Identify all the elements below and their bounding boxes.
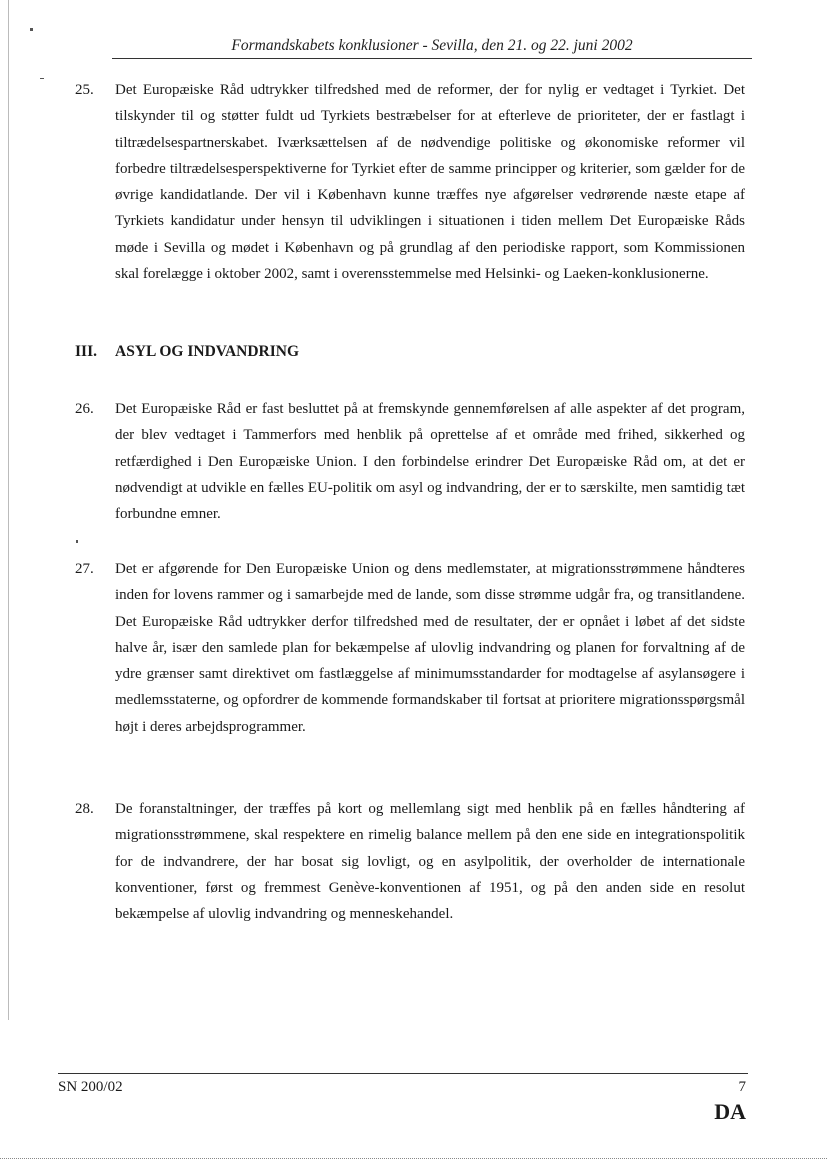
paragraph-28 bbox=[75, 796, 745, 927]
language-code: DA bbox=[714, 1099, 746, 1124]
scan-edge-line bbox=[8, 0, 9, 1020]
scan-speck bbox=[30, 28, 33, 31]
section-title: ASYL OG INDVANDRING bbox=[115, 343, 300, 360]
paragraph-number: 25. bbox=[75, 82, 94, 98]
paragraph-number: 28. bbox=[75, 801, 94, 817]
header-rule bbox=[112, 58, 752, 59]
paragraph-text: Det er afgørende for Den Europæiske Union og dens medlemstater, at migrationsstrømmene håndteres inden for lovens rammer og i samarbejde med de lande, som disse strømme udgår fra, og transitlandene. Det Europæiske Råd udtrykker derfor tilfredshed med de resultater, der er opnået i løbet af det sidste halve år, især den samlede plan for bekæmpelse af ulovlig indvandring og planen for forvaltning af de ydre grænser samt direktivet om fastlæggelse af minimumsstandarder for modtagelse af asylansøgere i medlemsstaterne, og opfordrer de kommende formandskaber til fortsat at prioritere migrationsspørgsmål højt i deres arbejdsprogrammer. bbox=[115, 561, 745, 735]
page-number: 7 bbox=[738, 1079, 746, 1095]
section-number: III. bbox=[75, 343, 97, 360]
paragraph-26 bbox=[75, 396, 745, 527]
paragraph-text: Det Europæiske Råd udtrykker tilfredshed med de reformer, der for nylig er vedtaget i Tyrkiet. Det tilskynder til og støtter fuldt ud Tyrkiets bestræbelser for at efterleve de prioriteter, der er fastlagt i tiltrædelsespartnerskabet. Iværksættelsen af de nødvendige politiske og økonomiske reformer vil forbedre tiltrædelsesperspektiverne for Tyrkiet efter de samme principper og kriterier, som gælder for de øvrige kandidatlande. Der vil i København kunne træffes nye afgørelser vedrørende næste etape af Tyrkiets kandidatur under hensyn til udviklingen i situationen i tiden mellem Det Europæiske Råds møde i Sevilla og mødet i København og på grundlag af den periodiske rapport, som Kommissionen skal forelægge i oktober 2002, samt i overensstemmelse med Helsinki- og Laeken-konklusionerne. bbox=[115, 82, 745, 283]
paragraph-text: Det Europæiske Råd er fast besluttet på at fremskynde gennemførelsen af alle aspekter af det program, der blev vedtaget i Tammerfors med henblik på oprettelse af et område med frihed, sikkerhed og retfærdighed i Den Europæiske Union. I den forbindelse erindrer Det Europæiske Råd om, at det er nødvendigt at udvikle en fælles EU-politik om asyl og indvandring, der er to særskilte, men samtidig tæt forbundne emner. bbox=[115, 401, 745, 523]
document-reference: SN 200/02 bbox=[58, 1079, 123, 1095]
scan-speck bbox=[76, 540, 78, 543]
scan-speck bbox=[40, 78, 44, 79]
paragraph-number: 26. bbox=[75, 401, 94, 417]
scan-bottom-edge bbox=[0, 1158, 827, 1159]
paragraph-number: 27. bbox=[75, 561, 94, 577]
footer-rule bbox=[58, 1073, 748, 1074]
paragraph-27 bbox=[75, 556, 745, 740]
section-heading bbox=[75, 343, 299, 361]
paragraph-text: De foranstaltninger, der træffes på kort og mellemlang sigt med henblik på en fælles håndtering af migrationsstrømmene, skal respektere en rimelig balance mellem på den ene side en integrationspolitik for de indvandrere, der har bosat sig lovligt, og en asylpolitik, der overholder de internationale konventioner, først og fremmest Genève-konventionen af 1951, og på den anden side en resolut bekæmpelse af ulovlig indvandring og menneskehandel. bbox=[115, 801, 745, 923]
running-header: Formandskabets konklusioner - Sevilla, den 21. og 22. juni 2002 bbox=[231, 37, 633, 54]
paragraph-25 bbox=[75, 77, 745, 287]
